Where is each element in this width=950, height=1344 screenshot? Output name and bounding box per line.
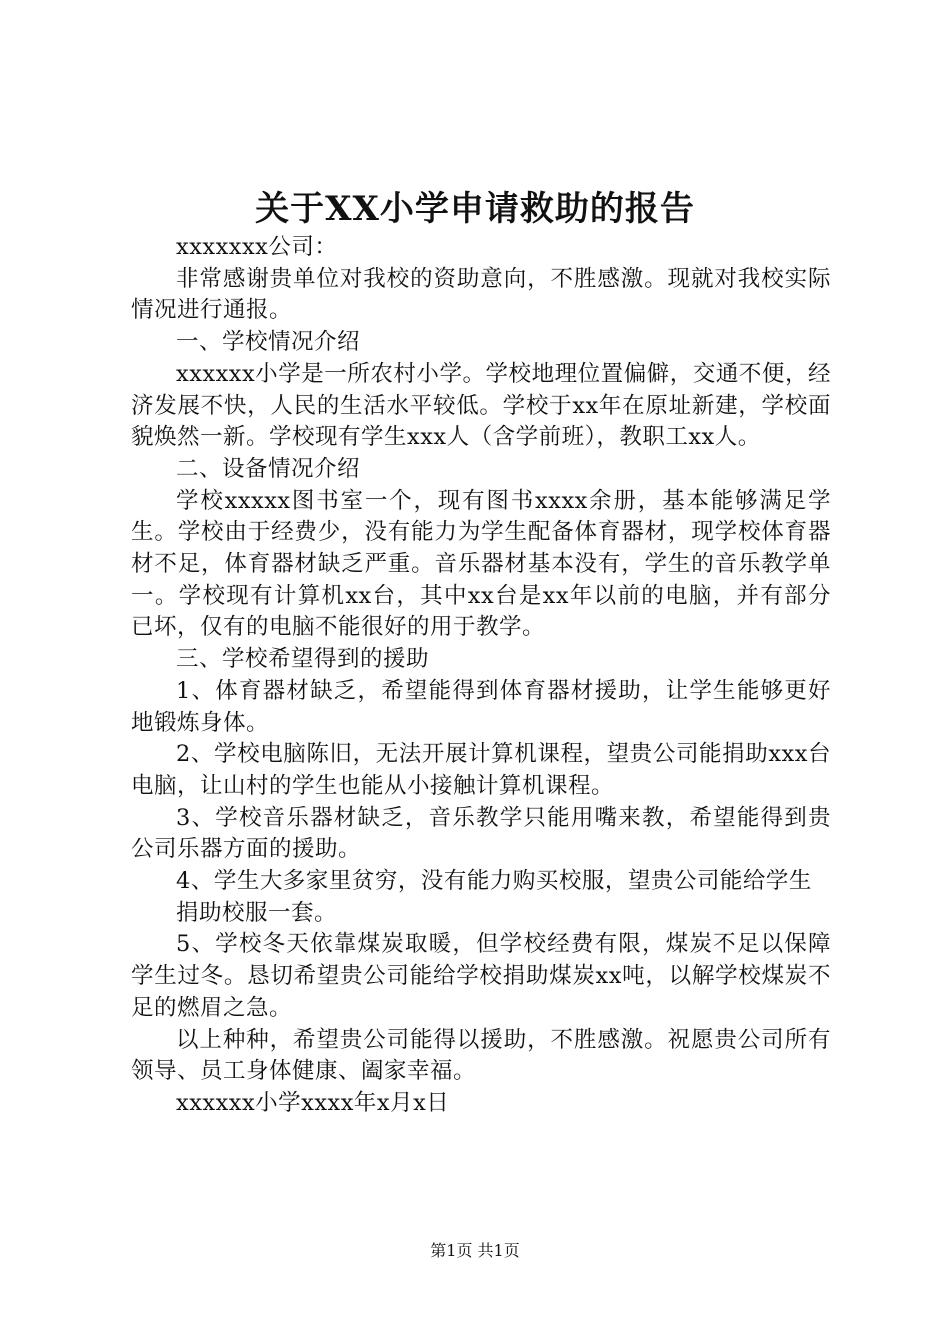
section-heading-assistance: 三、学校希望得到的援助 <box>176 646 430 673</box>
document-title: 关于XX小学申请救助的报告 <box>255 189 695 229</box>
section-heading-school: 一、学校情况介绍 <box>176 329 361 356</box>
page-footer: 第1页 共1页 <box>430 1241 520 1260</box>
paragraph-school-info: xxxxxx小学是一所农村小学。学校地理位置偏僻，交通不便，经济发展不快，人民的生活水平较低。学校于xx年在原址新建，学校面貌焕然一新。学校现有学生xxx人（含学前班），教职工xx人。 <box>131 360 831 451</box>
paragraph-closing: 以上种种，希望贵公司能得以援助，不胜感激。祝愿贵公司所有领导、员工身体健康、阖家幸福。 <box>131 1026 831 1085</box>
list-item-music: 3、学校音乐器材缺乏，音乐教学只能用嘴来教，希望能得到贵公司乐器方面的援助。 <box>131 804 831 863</box>
signature: xxxxxx小学xxxx年x月x日 <box>176 1089 450 1116</box>
list-item-uniforms-cont: 捐助校服一套。 <box>176 899 338 926</box>
section-heading-equipment: 二、设备情况介绍 <box>176 455 361 482</box>
salutation: xxxxxxx公司： <box>176 234 338 260</box>
list-item-sports: 1、体育器材缺乏，希望能得到体育器材援助，让学生能够更好地锻炼身体。 <box>131 677 831 736</box>
list-item-computers: 2、学校电脑陈旧，无法开展计算机课程，望贵公司能捐助xxx台电脑，让山村的学生也能从小接触计算机课程。 <box>131 741 831 799</box>
list-item-coal: 5、学校冬天依靠煤炭取暖，但学校经费有限，煤炭不足以保障学生过冬。恳切希望贵公司能给学校捐助煤炭xx吨，以解学校煤炭不足的燃眉之急。 <box>131 931 831 1021</box>
paragraph-intro: 非常感谢贵单位对我校的资助意向，不胜感激。现就对我校实际情况进行通报。 <box>131 265 831 324</box>
document-body <box>131 232 831 1120</box>
list-item-uniforms: 4、学生大多家里贫穷，没有能力购买校服，望贵公司能给学生 <box>176 868 812 895</box>
paragraph-equipment-info: 学校xxxxx图书室一个，现有图书xxxx余册，基本能够满足学生。学校由于经费少，没有能力为学生配备体育器材，现学校体育器材不足，体育器材缺乏严重。音乐器材基本没有，学生的音乐教学单一。学校现有计算机xx台，其中xx台是xx年以前的电脑，并有部分已坏，仅有的电脑不能很好的用于教学。 <box>131 487 831 641</box>
